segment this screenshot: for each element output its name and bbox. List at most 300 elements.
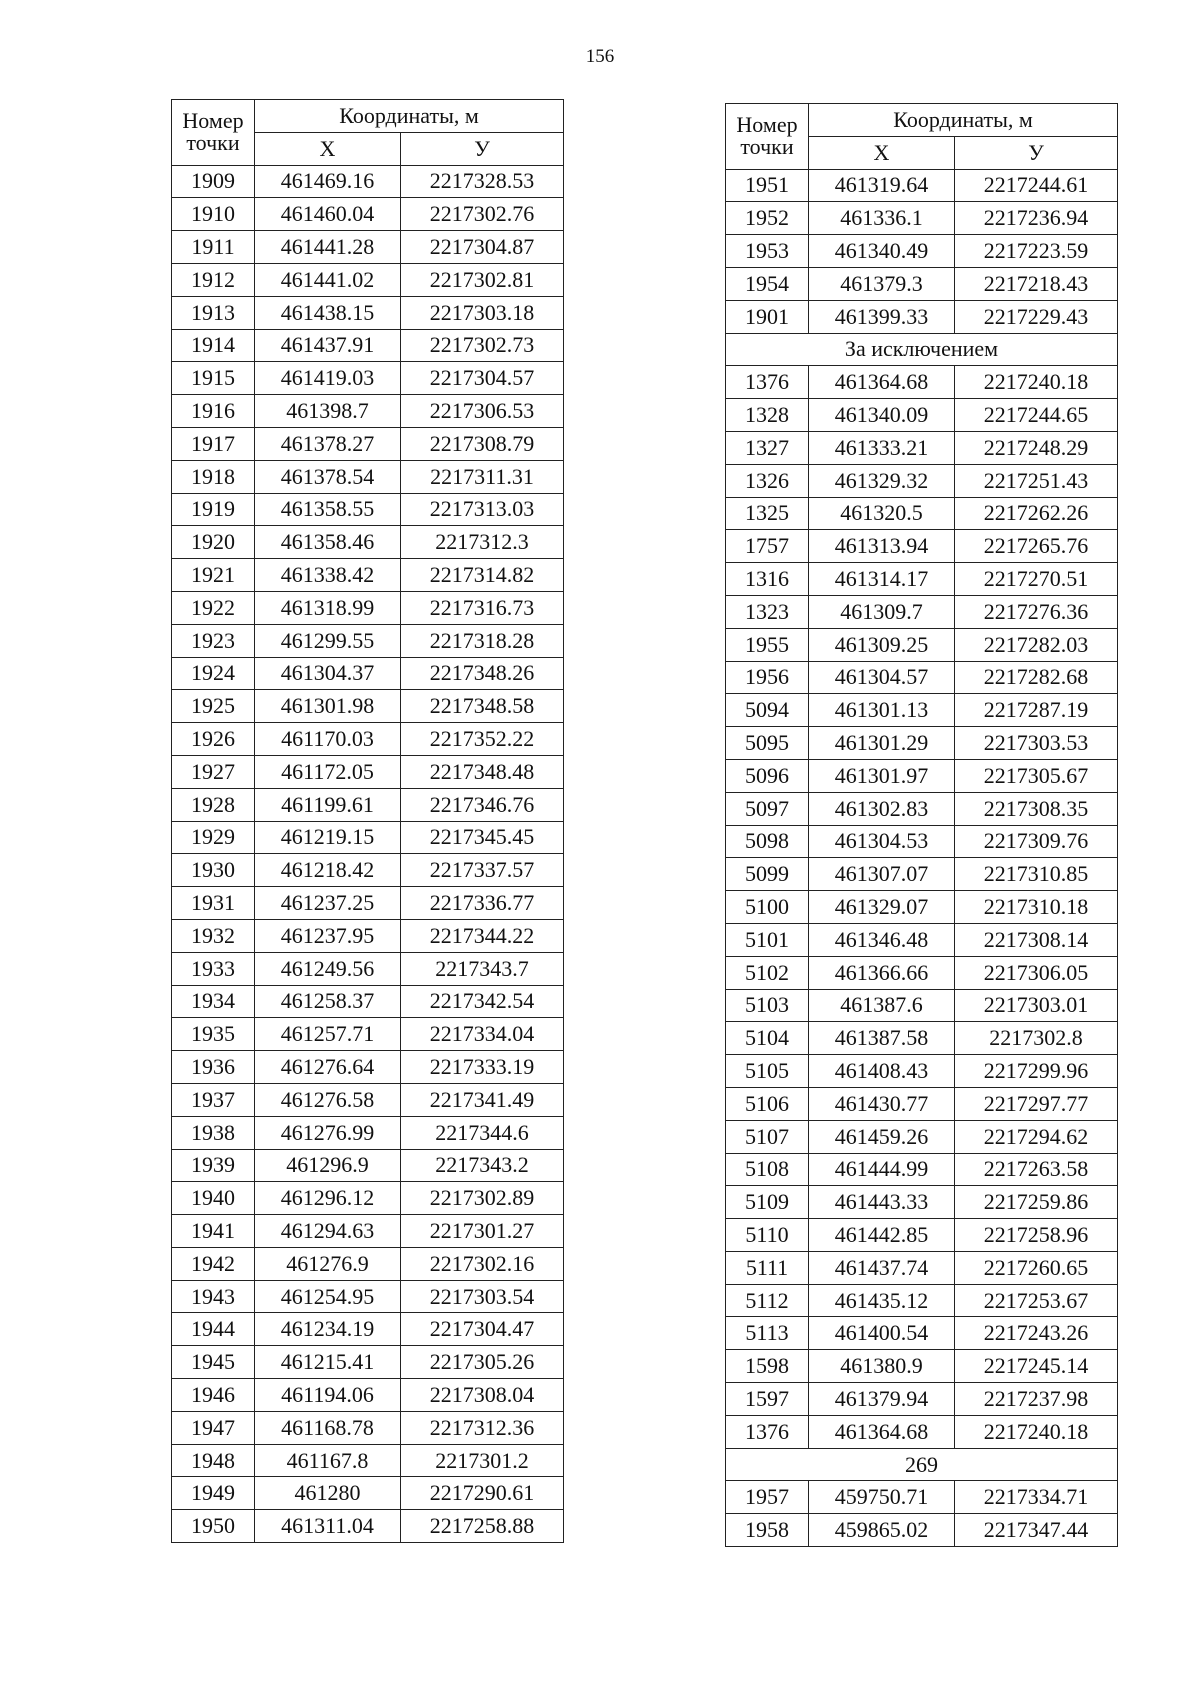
table-row (172, 427, 564, 460)
point-number-cell: 1944 (172, 1313, 255, 1346)
y-coordinate-cell: 2217343.2 (401, 1149, 564, 1182)
x-coordinate-cell: 461437.91 (255, 329, 401, 362)
table-row (726, 1055, 1118, 1088)
x-coordinate-cell: 461234.19 (255, 1313, 401, 1346)
y-coordinate-cell: 2217263.58 (955, 1153, 1118, 1186)
y-coordinate-cell: 2217318.28 (401, 624, 564, 657)
section-row (726, 333, 1118, 366)
table-row (172, 1444, 564, 1477)
table-row (172, 1083, 564, 1116)
point-number-cell: 1929 (172, 821, 255, 854)
y-coordinate-cell: 2217244.61 (955, 169, 1118, 202)
point-number-cell: 5099 (726, 858, 809, 891)
point-number-cell: 1950 (172, 1510, 255, 1543)
point-number-cell: 1952 (726, 202, 809, 235)
table-row (726, 1153, 1118, 1186)
x-coordinate-cell: 461379.94 (809, 1383, 955, 1416)
point-number-cell: 1920 (172, 526, 255, 559)
table-row (726, 431, 1118, 464)
y-coordinate-cell: 2217344.22 (401, 919, 564, 952)
point-number-cell: 5111 (726, 1251, 809, 1284)
x-coordinate-cell: 461387.58 (809, 1022, 955, 1055)
table-row (172, 1051, 564, 1084)
point-number-cell: 5113 (726, 1317, 809, 1350)
y-coordinate-cell: 2217304.57 (401, 362, 564, 395)
x-coordinate-cell: 461280 (255, 1477, 401, 1510)
x-coordinate-cell: 461254.95 (255, 1280, 401, 1313)
x-coordinate-cell: 461378.27 (255, 427, 401, 460)
y-coordinate-cell: 2217270.51 (955, 563, 1118, 596)
point-number-cell: 1915 (172, 362, 255, 395)
y-coordinate-cell: 2217313.03 (401, 493, 564, 526)
table-row (726, 497, 1118, 530)
point-number-cell: 1937 (172, 1083, 255, 1116)
y-coordinate-cell: 2217240.18 (955, 1415, 1118, 1448)
y-coordinate-cell: 2217334.71 (955, 1481, 1118, 1514)
x-header: X (255, 132, 401, 165)
table-row (172, 788, 564, 821)
y-coordinate-cell: 2217308.04 (401, 1379, 564, 1412)
point-number-cell: 1935 (172, 1018, 255, 1051)
x-coordinate-cell: 461167.8 (255, 1444, 401, 1477)
y-coordinate-cell: 2217308.35 (955, 792, 1118, 825)
y-coordinate-cell: 2217305.26 (401, 1346, 564, 1379)
point-number-cell: 1939 (172, 1149, 255, 1182)
x-coordinate-cell: 461441.28 (255, 231, 401, 264)
table-row (172, 460, 564, 493)
y-coordinate-cell: 2217303.53 (955, 727, 1118, 760)
table-row (726, 1415, 1118, 1448)
point-label-line1: Номер (736, 112, 798, 138)
point-number-cell: 1328 (726, 399, 809, 432)
table-row (726, 399, 1118, 432)
point-number-cell: 1910 (172, 198, 255, 231)
table-row (726, 366, 1118, 399)
x-coordinate-cell: 461249.56 (255, 952, 401, 985)
table-row (172, 1510, 564, 1543)
table-row (726, 202, 1118, 235)
point-number-cell: 1913 (172, 296, 255, 329)
point-number-cell: 5101 (726, 923, 809, 956)
y-coordinate-cell: 2217348.58 (401, 690, 564, 723)
point-number-cell: 1597 (726, 1383, 809, 1416)
x-coordinate-cell: 461313.94 (809, 530, 955, 563)
table-row (726, 595, 1118, 628)
x-coordinate-cell: 461276.64 (255, 1051, 401, 1084)
page-number: 156 (585, 46, 615, 67)
point-number-cell: 1923 (172, 624, 255, 657)
x-coordinate-cell: 461438.15 (255, 296, 401, 329)
y-coordinate-cell: 2217287.19 (955, 694, 1118, 727)
x-coordinate-cell: 461172.05 (255, 755, 401, 788)
x-coordinate-cell: 461398.7 (255, 395, 401, 428)
x-coordinate-cell: 461301.13 (809, 694, 955, 727)
y-coordinate-cell: 2217304.87 (401, 231, 564, 264)
x-coordinate-cell: 461329.07 (809, 891, 955, 924)
x-coordinate-cell: 461459.26 (809, 1120, 955, 1153)
point-number-cell: 1918 (172, 460, 255, 493)
table-row (172, 263, 564, 296)
point-number-cell: 1921 (172, 559, 255, 592)
x-coordinate-cell: 461340.09 (809, 399, 955, 432)
y-coordinate-cell: 2217334.04 (401, 1018, 564, 1051)
x-coordinate-cell: 461329.32 (809, 464, 955, 497)
y-coordinate-cell: 2217311.31 (401, 460, 564, 493)
table-row (726, 727, 1118, 760)
y-coordinate-cell: 2217240.18 (955, 366, 1118, 399)
y-coordinate-cell: 2217302.8 (955, 1022, 1118, 1055)
table-row (726, 1317, 1118, 1350)
y-coordinate-cell: 2217260.65 (955, 1251, 1118, 1284)
x-coordinate-cell: 461400.54 (809, 1317, 955, 1350)
point-number-cell: 1914 (172, 329, 255, 362)
x-coordinate-cell: 461307.07 (809, 858, 955, 891)
x-coordinate-cell: 461437.74 (809, 1251, 955, 1284)
table-row (172, 493, 564, 526)
point-number-cell: 1947 (172, 1411, 255, 1444)
table-row (172, 887, 564, 920)
point-number-cell: 1934 (172, 985, 255, 1018)
y-coordinate-cell: 2217265.76 (955, 530, 1118, 563)
x-coordinate-cell: 461319.64 (809, 169, 955, 202)
x-coordinate-cell: 461399.33 (809, 300, 955, 333)
point-number-cell: 1942 (172, 1247, 255, 1280)
table-row (726, 1120, 1118, 1153)
point-number-cell: 1932 (172, 919, 255, 952)
point-number-header (726, 104, 809, 170)
y-coordinate-cell: 2217302.73 (401, 329, 564, 362)
point-number-cell: 5110 (726, 1219, 809, 1252)
coordinates-table-left (171, 99, 564, 1543)
table-row (726, 1481, 1118, 1514)
y-coordinate-cell: 2217243.26 (955, 1317, 1118, 1350)
table-row (172, 362, 564, 395)
point-number-cell: 1956 (726, 661, 809, 694)
point-number-cell: 5097 (726, 792, 809, 825)
point-number-cell: 1941 (172, 1215, 255, 1248)
table-row (172, 329, 564, 362)
y-coordinate-cell: 2217282.68 (955, 661, 1118, 694)
point-number-cell: 1909 (172, 165, 255, 198)
point-label-line1: Номер (182, 108, 244, 134)
x-coordinate-cell: 461358.46 (255, 526, 401, 559)
point-number-cell: 1949 (172, 1477, 255, 1510)
y-coordinate-cell: 2217282.03 (955, 628, 1118, 661)
x-coordinate-cell: 461301.97 (809, 759, 955, 792)
x-coordinate-cell: 461194.06 (255, 1379, 401, 1412)
point-number-cell: 1953 (726, 235, 809, 268)
x-coordinate-cell: 461314.17 (809, 563, 955, 596)
x-coordinate-cell: 461460.04 (255, 198, 401, 231)
table-row (726, 1022, 1118, 1055)
x-coordinate-cell: 461304.37 (255, 657, 401, 690)
point-number-cell: 1325 (726, 497, 809, 530)
point-number-cell: 5098 (726, 825, 809, 858)
point-number-cell: 5094 (726, 694, 809, 727)
table-row (172, 1411, 564, 1444)
table-row (172, 1116, 564, 1149)
point-number-cell: 5106 (726, 1087, 809, 1120)
x-coordinate-cell: 461309.25 (809, 628, 955, 661)
table-row (172, 755, 564, 788)
x-coordinate-cell: 461435.12 (809, 1284, 955, 1317)
coords-header: Координаты, м (809, 104, 1118, 137)
section-label: 269 (726, 1448, 1118, 1481)
y-coordinate-cell: 2217308.79 (401, 427, 564, 460)
point-number-cell: 5107 (726, 1120, 809, 1153)
coordinates-table-right (725, 103, 1118, 1547)
y-coordinate-cell: 2217262.26 (955, 497, 1118, 530)
point-number-cell: 5102 (726, 956, 809, 989)
y-coordinate-cell: 2217308.14 (955, 923, 1118, 956)
table-row (726, 267, 1118, 300)
y-coordinate-cell: 2217312.3 (401, 526, 564, 559)
point-number-cell: 1931 (172, 887, 255, 920)
point-number-cell: 1376 (726, 366, 809, 399)
y-coordinate-cell: 2217309.76 (955, 825, 1118, 858)
y-coordinate-cell: 2217303.01 (955, 989, 1118, 1022)
point-number-cell: 1922 (172, 591, 255, 624)
point-number-cell: 1951 (726, 169, 809, 202)
x-coordinate-cell: 461364.68 (809, 366, 955, 399)
point-label-line2: точки (186, 130, 240, 156)
point-number-cell: 5095 (726, 727, 809, 760)
table-row (172, 296, 564, 329)
table-row (726, 694, 1118, 727)
x-coordinate-cell: 461340.49 (809, 235, 955, 268)
x-coordinate-cell: 461336.1 (809, 202, 955, 235)
y-coordinate-cell: 2217347.44 (955, 1514, 1118, 1547)
point-number-cell: 1901 (726, 300, 809, 333)
y-coordinate-cell: 2217341.49 (401, 1083, 564, 1116)
table-row (172, 1280, 564, 1313)
y-coordinate-cell: 2217348.48 (401, 755, 564, 788)
table-row (726, 1514, 1118, 1547)
table-row (726, 759, 1118, 792)
right-table-body (726, 169, 1118, 1546)
y-coordinate-cell: 2217229.43 (955, 300, 1118, 333)
table-row (172, 559, 564, 592)
y-coordinate-cell: 2217258.96 (955, 1219, 1118, 1252)
point-number-cell: 1323 (726, 595, 809, 628)
x-coordinate-cell: 461258.37 (255, 985, 401, 1018)
x-coordinate-cell: 459865.02 (809, 1514, 955, 1547)
y-coordinate-cell: 2217258.88 (401, 1510, 564, 1543)
table-row (726, 923, 1118, 956)
table-row (172, 1018, 564, 1051)
table-row (172, 1379, 564, 1412)
table-row (726, 989, 1118, 1022)
section-row (726, 1448, 1118, 1481)
y-coordinate-cell: 2217352.22 (401, 723, 564, 756)
x-coordinate-cell: 461408.43 (809, 1055, 955, 1088)
table-row (726, 825, 1118, 858)
table-row (726, 891, 1118, 924)
point-number-cell: 1327 (726, 431, 809, 464)
point-number-cell: 1957 (726, 1481, 809, 1514)
y-coordinate-cell: 2217302.76 (401, 198, 564, 231)
y-coordinate-cell: 2217333.19 (401, 1051, 564, 1084)
x-coordinate-cell: 461296.9 (255, 1149, 401, 1182)
point-number-cell: 1919 (172, 493, 255, 526)
x-coordinate-cell: 461237.95 (255, 919, 401, 952)
x-coordinate-cell: 461168.78 (255, 1411, 401, 1444)
y-coordinate-cell: 2217345.45 (401, 821, 564, 854)
table-row (726, 1186, 1118, 1219)
table-row (172, 1346, 564, 1379)
x-coordinate-cell: 459750.71 (809, 1481, 955, 1514)
x-coordinate-cell: 461442.85 (809, 1219, 955, 1252)
y-coordinate-cell: 2217343.7 (401, 952, 564, 985)
y-coordinate-cell: 2217305.67 (955, 759, 1118, 792)
header-row (172, 100, 564, 133)
x-coordinate-cell: 461309.7 (809, 595, 955, 628)
point-label-line2: точки (740, 134, 794, 160)
x-coordinate-cell: 461379.3 (809, 267, 955, 300)
point-number-cell: 5105 (726, 1055, 809, 1088)
y-coordinate-cell: 2217259.86 (955, 1186, 1118, 1219)
y-coordinate-cell: 2217310.85 (955, 858, 1118, 891)
y-coordinate-cell: 2217303.54 (401, 1280, 564, 1313)
x-coordinate-cell: 461366.66 (809, 956, 955, 989)
point-number-cell: 1912 (172, 263, 255, 296)
table-row (726, 1350, 1118, 1383)
table-row (726, 1251, 1118, 1284)
x-coordinate-cell: 461441.02 (255, 263, 401, 296)
table-row (726, 235, 1118, 268)
point-number-cell: 1940 (172, 1182, 255, 1215)
x-coordinate-cell: 461304.53 (809, 825, 955, 858)
point-number-cell: 1376 (726, 1415, 809, 1448)
y-coordinate-cell: 2217344.6 (401, 1116, 564, 1149)
y-coordinate-cell: 2217245.14 (955, 1350, 1118, 1383)
table-row (172, 723, 564, 756)
table-row (172, 1477, 564, 1510)
x-coordinate-cell: 461302.83 (809, 792, 955, 825)
y-coordinate-cell: 2217236.94 (955, 202, 1118, 235)
point-number-cell: 5100 (726, 891, 809, 924)
table-row (172, 395, 564, 428)
y-coordinate-cell: 2217251.43 (955, 464, 1118, 497)
point-number-cell: 1938 (172, 1116, 255, 1149)
y-coordinate-cell: 2217237.98 (955, 1383, 1118, 1416)
point-number-cell: 1598 (726, 1350, 809, 1383)
point-number-cell: 1958 (726, 1514, 809, 1547)
y-coordinate-cell: 2217314.82 (401, 559, 564, 592)
point-number-cell: 5112 (726, 1284, 809, 1317)
point-number-cell: 1946 (172, 1379, 255, 1412)
x-coordinate-cell: 461311.04 (255, 1510, 401, 1543)
point-number-cell: 1933 (172, 952, 255, 985)
point-number-cell: 1955 (726, 628, 809, 661)
y-coordinate-cell: 2217316.73 (401, 591, 564, 624)
x-coordinate-cell: 461387.6 (809, 989, 955, 1022)
x-coordinate-cell: 461296.12 (255, 1182, 401, 1215)
point-number-cell: 1917 (172, 427, 255, 460)
y-coordinate-cell: 2217276.36 (955, 595, 1118, 628)
point-number-cell: 5096 (726, 759, 809, 792)
table-row (172, 919, 564, 952)
x-coordinate-cell: 461469.16 (255, 165, 401, 198)
section-label: За исключением (726, 333, 1118, 366)
table-row (726, 1087, 1118, 1120)
point-number-cell: 1954 (726, 267, 809, 300)
x-coordinate-cell: 461294.63 (255, 1215, 401, 1248)
y-coordinate-cell: 2217302.16 (401, 1247, 564, 1280)
y-coordinate-cell: 2217312.36 (401, 1411, 564, 1444)
point-number-cell: 1326 (726, 464, 809, 497)
x-coordinate-cell: 461378.54 (255, 460, 401, 493)
table-row (172, 591, 564, 624)
point-number-cell: 1911 (172, 231, 255, 264)
table-row (172, 1182, 564, 1215)
table-row (172, 690, 564, 723)
point-number-cell: 1926 (172, 723, 255, 756)
point-number-cell: 1757 (726, 530, 809, 563)
table-row (726, 1383, 1118, 1416)
point-number-cell: 1316 (726, 563, 809, 596)
x-coordinate-cell: 461320.5 (809, 497, 955, 530)
header-row (726, 104, 1118, 137)
y-coordinate-cell: 2217337.57 (401, 854, 564, 887)
x-coordinate-cell: 461215.41 (255, 1346, 401, 1379)
y-coordinate-cell: 2217310.18 (955, 891, 1118, 924)
point-number-cell: 5104 (726, 1022, 809, 1055)
x-coordinate-cell: 461318.99 (255, 591, 401, 624)
y-coordinate-cell: 2217304.47 (401, 1313, 564, 1346)
table-row (726, 563, 1118, 596)
y-coordinate-cell: 2217218.43 (955, 267, 1118, 300)
x-coordinate-cell: 461444.99 (809, 1153, 955, 1186)
point-number-cell: 5109 (726, 1186, 809, 1219)
y-coordinate-cell: 2217346.76 (401, 788, 564, 821)
point-number-cell: 1925 (172, 690, 255, 723)
y-coordinate-cell: 2217302.81 (401, 263, 564, 296)
table-row (172, 526, 564, 559)
table-row (726, 661, 1118, 694)
x-coordinate-cell: 461257.71 (255, 1018, 401, 1051)
point-number-cell: 1916 (172, 395, 255, 428)
x-coordinate-cell: 461304.57 (809, 661, 955, 694)
y-coordinate-cell: 2217297.77 (955, 1087, 1118, 1120)
y-coordinate-cell: 2217328.53 (401, 165, 564, 198)
table-row (726, 1284, 1118, 1317)
y-coordinate-cell: 2217290.61 (401, 1477, 564, 1510)
table-row (726, 530, 1118, 563)
y-coordinate-cell: 2217301.27 (401, 1215, 564, 1248)
x-coordinate-cell: 461443.33 (809, 1186, 955, 1219)
x-coordinate-cell: 461358.55 (255, 493, 401, 526)
point-number-cell: 1924 (172, 657, 255, 690)
table-row (172, 854, 564, 887)
y-coordinate-cell: 2217336.77 (401, 887, 564, 920)
point-number-cell: 1928 (172, 788, 255, 821)
x-coordinate-cell: 461237.25 (255, 887, 401, 920)
table-row (726, 464, 1118, 497)
table-row (172, 1313, 564, 1346)
x-coordinate-cell: 461333.21 (809, 431, 955, 464)
x-coordinate-cell: 461219.15 (255, 821, 401, 854)
point-number-cell: 5103 (726, 989, 809, 1022)
x-coordinate-cell: 461218.42 (255, 854, 401, 887)
y-coordinate-cell: 2217348.26 (401, 657, 564, 690)
table-row (172, 657, 564, 690)
point-number-cell: 1948 (172, 1444, 255, 1477)
table-row (172, 198, 564, 231)
x-coordinate-cell: 461346.48 (809, 923, 955, 956)
table-row (726, 792, 1118, 825)
y-coordinate-cell: 2217301.2 (401, 1444, 564, 1477)
